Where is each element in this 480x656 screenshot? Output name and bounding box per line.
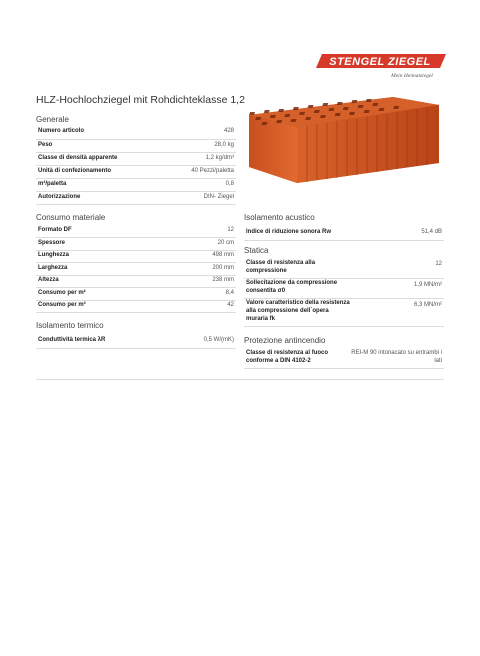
row-value: 1,9 MN/m² [352,278,444,298]
row-key: Conduttività termica λR [36,334,171,348]
row-value: 6,3 MN/m² [352,298,444,326]
row-key: Peso [36,139,171,152]
table-protezione [244,348,444,369]
table-row [36,275,236,288]
stengel-ziegel-logo [316,52,446,80]
table-isolamento-termico [36,334,236,349]
row-key: Consumo per m³ [36,300,171,313]
table-row [244,278,444,298]
row-value: 498 mm [171,250,236,263]
row-value: 0,8 [171,178,236,191]
table-row [244,258,444,278]
row-value: 200 mm [171,263,236,276]
section-heading-isolamento-termico: Isolamento termico [36,321,104,330]
row-value: 428 [171,126,236,139]
row-value: 40 Pezzi/paletta [171,165,236,178]
table-row [36,126,236,139]
row-value: 12 [171,225,236,238]
table-row [36,300,236,313]
row-value: 238 mm [171,275,236,288]
section-heading-protezione: Protezione antincendio [244,336,326,345]
row-value: 0,5 W/(mK) [171,334,236,348]
brick-product-image [243,93,443,185]
table-row [36,334,236,348]
logo-tagline: Mein Heimatziegel [391,73,433,79]
table-isolamento-acustico [244,226,444,241]
table-generale [36,126,236,205]
row-key: Larghezza [36,263,171,276]
row-key: Unità di confezionamento [36,165,171,178]
row-value: 1,2 kg/dm³ [171,152,236,165]
table-row [36,152,236,165]
brick-end-face [249,115,297,183]
bottom-divider [36,379,444,380]
table-row [36,178,236,191]
table-consumo [36,225,236,313]
section-heading-generale: Generale [36,115,69,124]
row-key: Altezza [36,275,171,288]
table-row [36,238,236,251]
row-key: Classe di resistenza al fuoco conforme a DIN 4102-2 [244,348,342,368]
section-heading-isolamento-acustico: Isolamento acustico [244,213,315,222]
row-key: Lunghezza [36,250,171,263]
table-row [36,250,236,263]
table-row [36,191,236,204]
row-key: Spessore [36,238,171,251]
section-heading-consumo: Consumo materiale [36,213,106,222]
row-key: Autorizzazione [36,191,171,204]
table-row [244,348,444,368]
table-row [36,288,236,301]
logo-brand-text: STENGEL ZIEGEL [329,56,431,68]
row-value: 28,0 kg [171,139,236,152]
row-key: Classe di resistenza alla compressione [244,258,352,278]
row-key: Indice di riduzione sonora Rw [244,226,384,240]
row-key: Formato DF [36,225,171,238]
row-value: 12 [352,258,444,278]
table-row [36,263,236,276]
row-key: m²/paletta [36,178,171,191]
row-value: 20 cm [171,238,236,251]
page-title: HLZ-Hochlochziegel mit Rohdichteklasse 1,2 [36,94,245,106]
row-value: 42 [171,300,236,313]
row-value: REI-M 90 intonacato su entrambi i lati [342,348,444,368]
table-row [244,298,444,326]
table-row [244,226,444,240]
row-key: Numero articolo [36,126,171,139]
row-value: DIN- Ziegel [171,191,236,204]
section-heading-statica: Statica [244,246,269,255]
row-key: Valore caratteristico della resistenza alla compressione dell´opera muraria fk [244,298,352,326]
row-key: Classe di densità apparente [36,152,171,165]
row-key: Sollecitazione da compressione consentita σ0 [244,278,352,298]
table-statica [244,258,444,327]
row-key: Consumo per m² [36,288,171,301]
table-row [36,225,236,238]
table-row [36,139,236,152]
table-row [36,165,236,178]
row-value: 8,4 [171,288,236,301]
row-value: 51,4 dB [384,226,444,240]
